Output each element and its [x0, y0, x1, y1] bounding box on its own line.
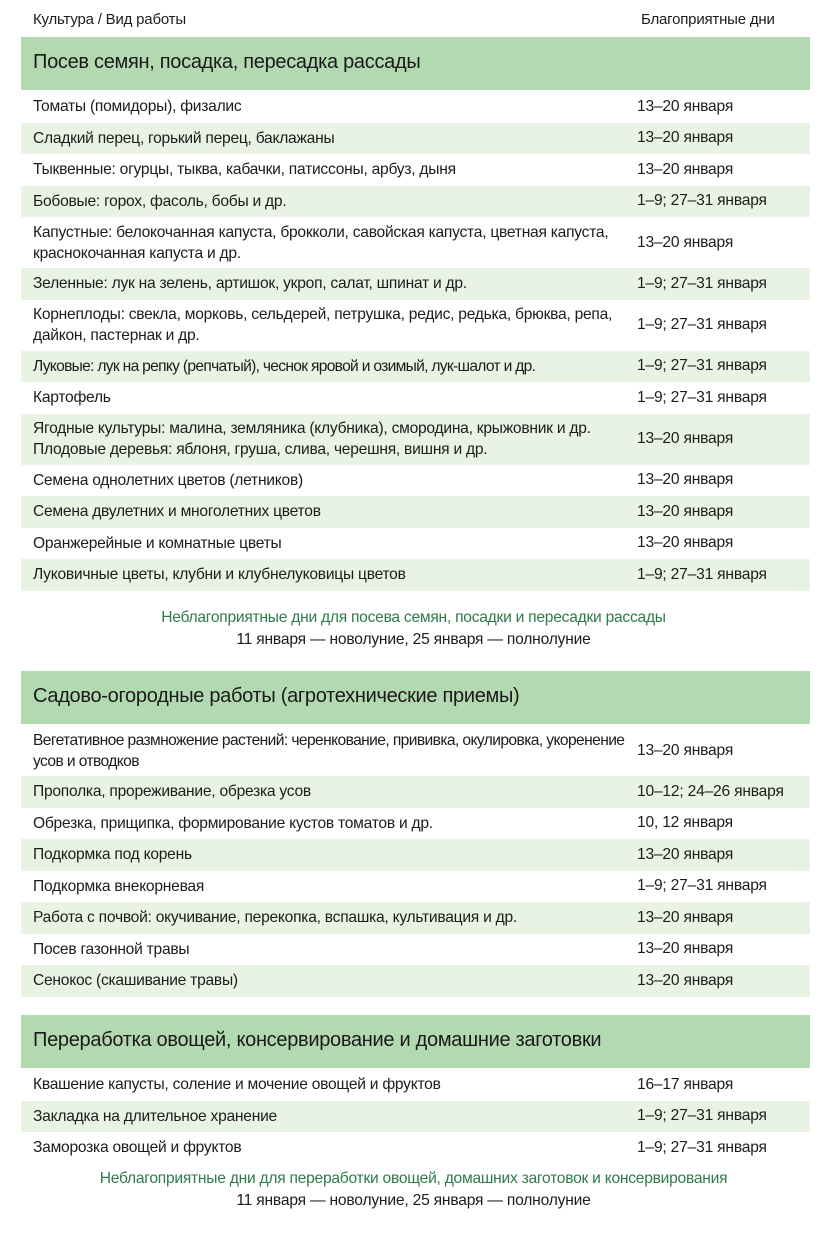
table-row	[21, 934, 810, 966]
row-days: 10–12; 24–26 января	[637, 782, 784, 800]
row-days: 13–20 января	[637, 233, 734, 251]
row-days: 1–9; 27–31 января	[637, 877, 767, 895]
row-name: Корнеплоды: свекла, морковь, сельдерей, петрушка, редис, редька, брюква, репа, дайкон, пастернак и др.	[33, 306, 613, 344]
row-name: Подкормка под корень	[33, 846, 192, 864]
table-row	[21, 414, 810, 465]
row-name: Зеленные: лук на зелень, артишок, укроп, салат, шпинат и др.	[33, 275, 467, 293]
section-header-processing	[21, 1015, 810, 1068]
row-name: Закладка на длительное хранение	[33, 1107, 277, 1125]
row-name: Капустные: белокочанная капуста, брокколи, савойская капуста, цветная капуста, краснокочанная капуста и др.	[33, 223, 609, 262]
row-days: 1–9; 27–31 января	[637, 316, 767, 333]
table-row	[21, 217, 810, 268]
row-days: 13–20 января	[637, 471, 734, 489]
row-name: Прополка, прореживание, обрезка усов	[33, 783, 311, 801]
row-days: 1–9; 27–31 января	[637, 274, 767, 292]
row-days: 10, 12 января	[637, 814, 733, 832]
row-days: 13–20 января	[637, 741, 734, 759]
row-name: Ягодные культуры: малина, земляника (клубника), смородина, крыжовник и др. Плодовые деревья: яблоня, груша, слива, черешня, вишня и др.	[33, 420, 591, 458]
row-name: Томаты (помидоры), физалис	[33, 98, 242, 116]
row-days: 1–9; 27–31 января	[637, 1107, 767, 1125]
row-days: 13–20 января	[637, 534, 734, 552]
table-row	[21, 839, 810, 871]
row-name: Семена двулетних и многолетних цветов	[33, 503, 321, 521]
row-days: 1–9; 27–31 января	[637, 388, 767, 406]
row-name: Оранжерейные и комнатные цветы	[33, 534, 282, 552]
table-row	[21, 725, 810, 776]
table-row	[21, 528, 810, 560]
section-header-sowing	[21, 37, 810, 90]
column-header-days: Благоприятные дни	[641, 11, 775, 28]
section-title: Посев семян, посадка, пересадка рассады	[33, 51, 421, 73]
row-days: 13–20 января	[637, 845, 734, 863]
table-row	[21, 300, 810, 351]
table-row	[21, 154, 810, 186]
row-name: Сладкий перец, горький перец, баклажаны	[33, 129, 335, 147]
row-days: 1–9; 27–31 января	[637, 192, 767, 210]
row-name: Работа с почвой: окучивание, перекопка, вспашка, культивация и др.	[33, 909, 517, 927]
row-name: Квашение капусты, соление и мочение овощей и фруктов	[33, 1076, 441, 1094]
table-row	[21, 268, 810, 300]
note-title: Неблагоприятные дни для переработки овощей, домашних заготовок и консервирования	[99, 1170, 728, 1187]
table-row	[21, 1069, 810, 1101]
section-header-garden-work	[21, 671, 810, 724]
row-days: 13–20 января	[637, 430, 734, 447]
table-row	[21, 186, 810, 218]
row-name: Подкормка внекорневая	[33, 877, 205, 895]
row-days: 13–20 января	[637, 129, 734, 147]
table-row	[21, 871, 810, 903]
section-title: Садово-огородные работы (агротехнические приемы)	[33, 685, 520, 707]
table-row	[21, 91, 810, 123]
unfavorable-days-note-sowing	[0, 607, 827, 651]
row-days: 1–9; 27–31 января	[637, 565, 767, 583]
table-row	[21, 465, 810, 497]
table-row	[21, 559, 810, 591]
note-text: 11 января — новолуние, 25 января — полнолуние	[236, 1192, 591, 1209]
table-row	[21, 1101, 810, 1133]
column-header-crop: Культура / Вид работы	[33, 11, 186, 28]
row-days: 13–20 января	[637, 160, 734, 178]
row-days: 1–9; 27–31 января	[637, 357, 767, 375]
table-row	[21, 776, 810, 808]
row-days: 13–20 января	[637, 971, 734, 989]
row-name: Заморозка овощей и фруктов	[33, 1139, 242, 1157]
table-row	[21, 902, 810, 934]
row-name: Луковичные цветы, клубни и клубнелуковицы цветов	[33, 566, 406, 584]
section-rows-garden-work	[21, 725, 810, 997]
row-name: Семена однолетних цветов (летников)	[33, 471, 303, 489]
row-days: 13–20 января	[637, 502, 734, 520]
row-name: Бобовые: горох, фасоль, бобы и др.	[33, 192, 287, 210]
unfavorable-days-note-processing	[0, 1168, 827, 1212]
row-days: 13–20 января	[637, 940, 734, 958]
section-title: Переработка овощей, консервирование и домашние заготовки	[33, 1029, 602, 1051]
row-name: Вегетативное размножение растений: черенкование, прививка, окулировка, укоренение усов и отводков	[33, 731, 625, 770]
row-days: 13–20 января	[637, 908, 734, 926]
row-days: 13–20 января	[637, 97, 734, 115]
column-headers	[0, 0, 827, 37]
row-name: Обрезка, прищипка, формирование кустов томатов и др.	[33, 814, 433, 832]
table-row	[21, 351, 810, 383]
note-text: 11 января — новолуние, 25 января — полнолуние	[236, 631, 591, 648]
row-name: Луковые: лук на репку (репчатый), чеснок яровой и озимый, лук-шалот и др.	[33, 357, 536, 375]
section-rows-processing	[21, 1069, 810, 1164]
table-row	[21, 1132, 810, 1164]
table-row	[21, 808, 810, 840]
table-row	[21, 965, 810, 997]
row-name: Посев газонной травы	[33, 940, 190, 958]
section-rows-sowing	[21, 91, 810, 591]
row-days: 16–17 января	[637, 1075, 734, 1093]
table-row	[21, 382, 810, 414]
row-name: Тыквенные: огурцы, тыква, кабачки, патиссоны, арбуз, дыня	[33, 161, 456, 179]
row-name: Картофель	[33, 389, 111, 407]
row-days: 1–9; 27–31 января	[637, 1138, 767, 1156]
row-name: Сенокос (скашивание травы)	[33, 972, 238, 990]
note-title: Неблагоприятные дни для посева семян, посадки и пересадки рассады	[161, 609, 666, 626]
table-row	[21, 496, 810, 528]
table-row	[21, 123, 810, 155]
